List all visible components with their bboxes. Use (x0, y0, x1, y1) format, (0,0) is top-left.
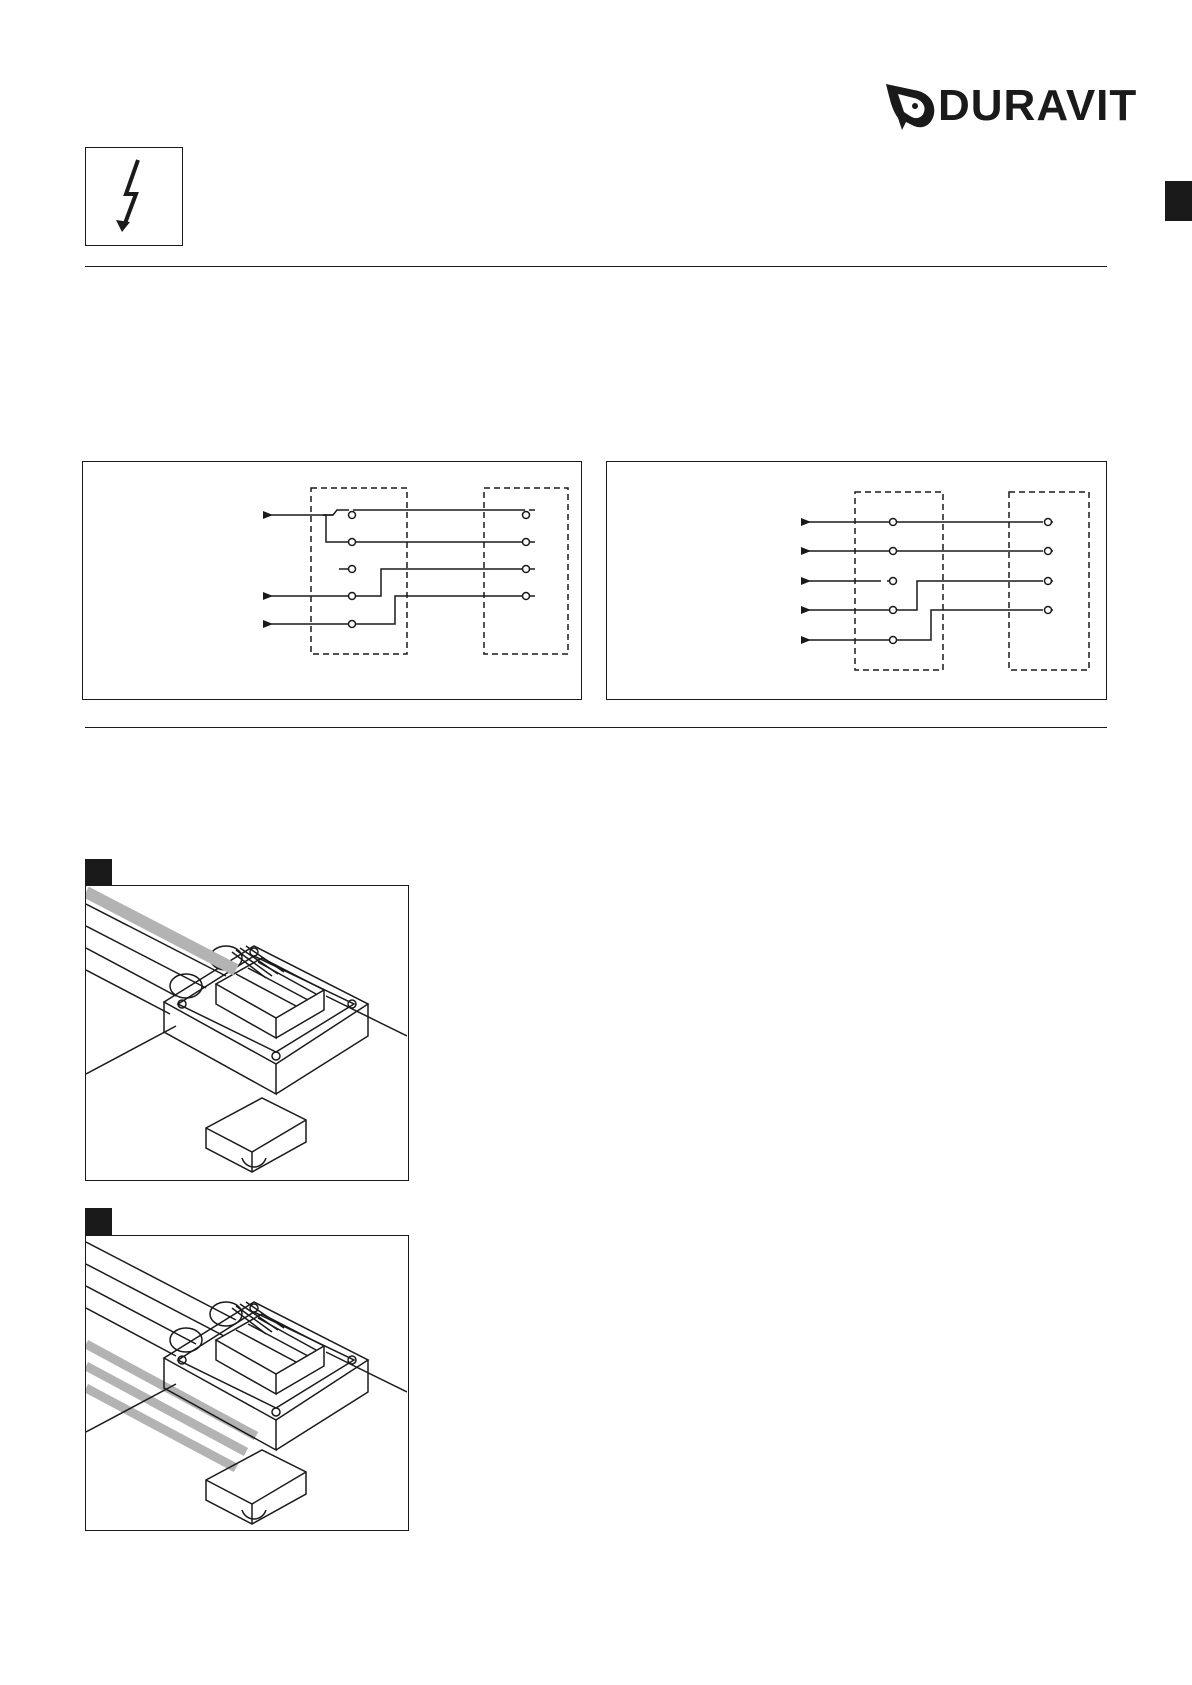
section-tab (1165, 181, 1192, 221)
dolphin-logo-icon (884, 80, 944, 132)
wiring-diagram-5-wire-icon (607, 462, 1105, 698)
step-marker-1 (85, 859, 112, 886)
high-voltage-icon (86, 148, 181, 244)
wiring-diagram-left (82, 461, 582, 700)
high-voltage-warning (85, 147, 183, 246)
junction-box-single-cable-illustration-icon (86, 886, 407, 1179)
step-marker-2 (85, 1208, 112, 1235)
wiring-diagram-right (606, 461, 1107, 700)
divider-middle (85, 727, 1107, 728)
divider-top (85, 266, 1107, 267)
figure-junction-box-2 (85, 1235, 409, 1531)
brand-logo-text: DURAVIT (938, 81, 1138, 130)
wiring-diagram-4-wire-icon (83, 462, 580, 698)
brand-logo (884, 80, 1138, 132)
junction-box-multi-cable-illustration-icon (86, 1236, 407, 1529)
figure-junction-box-1 (85, 885, 409, 1181)
